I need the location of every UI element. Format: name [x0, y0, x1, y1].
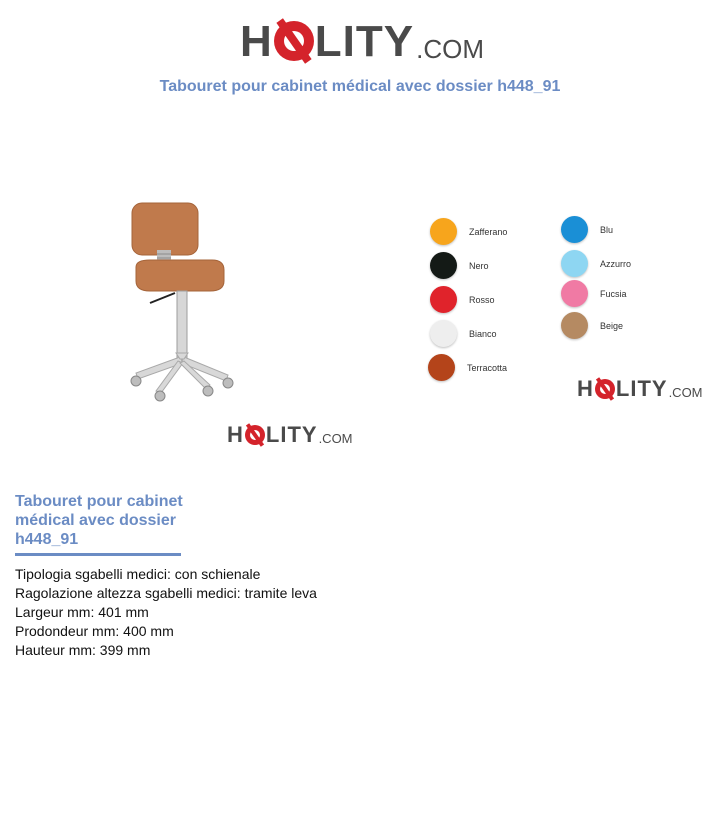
logo-letter-h: H [577, 376, 594, 401]
brand-logo[interactable] [240, 12, 484, 64]
swatch-label: Rosso [469, 294, 495, 305]
stool-casters [131, 376, 233, 401]
swatch-label: Nero [469, 260, 489, 271]
logo-domain: .COM [668, 385, 703, 400]
logo-o-icon [595, 379, 615, 399]
stool-seat [136, 260, 224, 291]
spec-item: Prodondeur mm: 400 mm [15, 623, 174, 639]
swatch-label: Terracotta [467, 362, 508, 373]
stool-backrest [132, 203, 198, 255]
color-swatch-zafferano [430, 218, 507, 245]
logo-o-icon [245, 425, 265, 445]
logo-word: LITY [314, 17, 415, 66]
color-swatches [420, 210, 700, 380]
spec-item: Tipologia sgabelli medici: con schienale [15, 566, 261, 582]
logo-letter-h: H [240, 17, 273, 66]
logo-domain: .COM [416, 34, 484, 64]
swatch-dot [430, 218, 457, 245]
color-swatch-fucsia [561, 280, 627, 307]
swatch-dot [561, 312, 588, 339]
page-title: Tabouret pour cabinet médical avec dossier h448_91 [159, 78, 561, 95]
swatch-dot [430, 320, 457, 347]
color-swatch-terracotta [428, 354, 507, 381]
stool-column [177, 291, 187, 359]
swatch-label: Blu [600, 224, 614, 235]
product-image [120, 195, 250, 410]
swatch-dot [430, 252, 457, 279]
color-swatch-blu [561, 216, 613, 243]
logo-o-icon [274, 21, 314, 61]
swatch-label: Zafferano [469, 226, 508, 237]
color-swatch-nero [430, 252, 489, 279]
swatch-dot [561, 250, 588, 277]
stool-base [136, 353, 228, 393]
swatch-dot [428, 354, 455, 381]
logo-word: LITY [265, 422, 318, 447]
spec-item: Ragolazione altezza sgabelli medici: tramite leva [15, 585, 317, 601]
color-swatch-azzurro [561, 250, 631, 277]
logo-word: LITY [615, 376, 668, 401]
product-logo [227, 424, 353, 446]
product-title: Tabouret pour cabinet médical avec dossier h448_91 [15, 493, 183, 548]
swatch-label: Fucsia [600, 288, 627, 299]
spec-item: Hauteur mm: 399 mm [15, 642, 151, 658]
stool-lever [150, 293, 175, 303]
spec-list [15, 565, 317, 660]
color-swatch-beige [561, 312, 623, 339]
swatch-label: Bianco [469, 328, 497, 339]
title-underline [15, 553, 181, 556]
swatch-label: Azzurro [600, 258, 632, 269]
logo-domain: .COM [318, 431, 353, 446]
swatch-dot [561, 280, 588, 307]
swatch-logo [577, 378, 703, 400]
color-swatch-bianco [430, 320, 497, 347]
logo-letter-h: H [227, 422, 244, 447]
swatch-label: Beige [600, 320, 624, 331]
swatch-dot [430, 286, 457, 313]
color-swatch-rosso [430, 286, 495, 313]
swatch-dot [561, 216, 588, 243]
spec-item: Largeur mm: 401 mm [15, 604, 149, 620]
